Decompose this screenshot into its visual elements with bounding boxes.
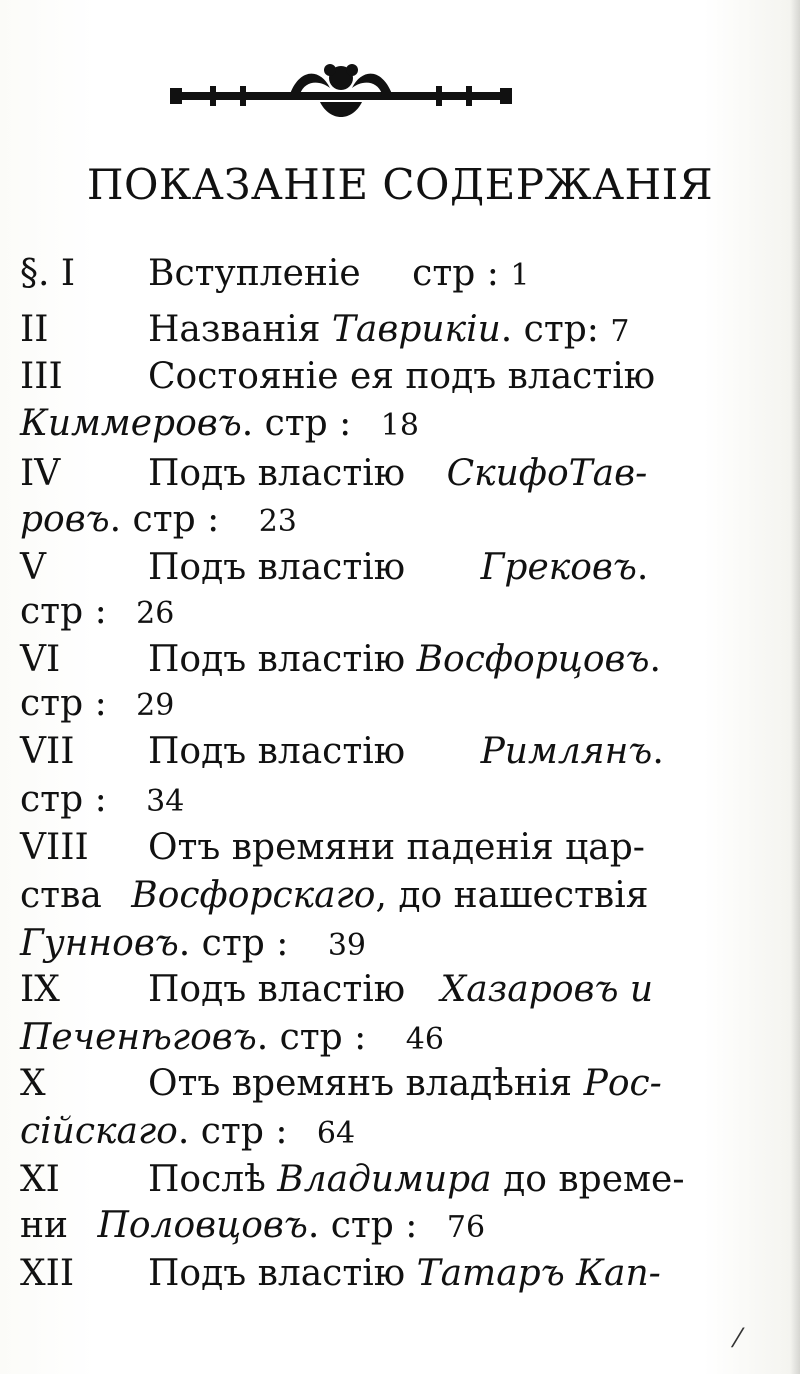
entry-title: Отъ времянъ владѣнія	[148, 1063, 573, 1104]
entry-title: Подъ властію	[148, 547, 406, 588]
entry-title: Вступленіе	[148, 253, 361, 294]
entry-title-italic: Владимира	[277, 1159, 492, 1200]
entry-number: VII	[20, 731, 75, 772]
entry-title: Подъ властію	[148, 731, 406, 772]
page-number: 34	[146, 784, 185, 819]
toc-entry-3-cont	[20, 402, 419, 448]
page-label: стр :	[20, 683, 107, 724]
toc-entry-11	[20, 1158, 684, 1202]
page-number: 64	[316, 1116, 356, 1151]
toc-entry-4-cont	[20, 498, 297, 544]
entry-title: Подъ властію	[148, 1253, 406, 1294]
period: .	[649, 639, 661, 680]
margin-stroke-icon: ⁄	[735, 1324, 740, 1354]
page-label: . стр :	[109, 499, 220, 540]
toc-entry-8-cont	[20, 874, 648, 918]
toc-entry-5	[20, 546, 648, 590]
toc-entry-5-cont	[20, 590, 174, 636]
toc-entry-3	[20, 355, 655, 399]
page-number: 76	[446, 1210, 486, 1245]
period: .	[636, 547, 649, 588]
toc-entry-2	[20, 308, 629, 354]
entry-number: §. I	[20, 253, 76, 294]
entry-title: Послѣ	[148, 1159, 266, 1200]
entry-title-italic: Восфорскаго	[131, 875, 376, 916]
toc-entry-12	[20, 1252, 661, 1296]
page-number: 1	[510, 258, 530, 293]
entry-title-italic: СкифоТав-	[446, 453, 648, 494]
page-label: стр :	[412, 253, 499, 294]
page-title: ПОКАЗАНІЕ СОДЕРЖАНІЯ	[86, 160, 714, 209]
entry-title-italic: Восфорцовъ	[416, 639, 650, 680]
entry-title-italic: ровъ	[20, 499, 110, 540]
entry-title-italic: сійскаго	[20, 1111, 178, 1152]
page-number: 46	[405, 1022, 444, 1057]
page-label: стр :	[20, 779, 107, 820]
toc-entry-9-cont	[20, 1016, 444, 1062]
page-label: стр :	[20, 591, 107, 632]
entry-number: XI	[20, 1159, 60, 1200]
entry-number: II	[20, 309, 49, 350]
entry-title: ни	[20, 1205, 68, 1246]
page-number: 23	[258, 504, 297, 539]
entry-title: Подъ властію	[148, 969, 406, 1010]
page-label: . стр:	[500, 309, 599, 350]
entry-title-italic: Таврикіи	[331, 309, 501, 350]
entry-title-italic: Римлянъ	[480, 731, 653, 772]
toc-entry-1	[20, 252, 529, 298]
period: .	[652, 731, 664, 772]
entry-title: , до нашествія	[375, 875, 649, 916]
entry-title-italic: Киммеровъ	[20, 403, 242, 444]
toc-entry-11-cont	[20, 1204, 485, 1250]
page-number: 29	[136, 688, 175, 723]
entry-number: VIII	[20, 827, 89, 868]
entry-title-italic: Печенѣговъ	[20, 1017, 257, 1058]
entry-number: IX	[20, 969, 60, 1010]
page-label: . стр :	[178, 923, 289, 964]
entry-number: III	[20, 356, 63, 397]
toc-entry-6	[20, 638, 661, 682]
entry-title-italic: Татаръ Кап-	[416, 1253, 661, 1294]
entry-title: Названія	[148, 309, 321, 350]
toc-entry-10	[20, 1062, 662, 1106]
page-number: 39	[327, 928, 366, 963]
entry-number: VI	[20, 639, 61, 680]
ornament-icon	[170, 58, 512, 128]
toc-entry-7	[20, 730, 664, 774]
page-number: 7	[610, 314, 630, 349]
page-label: . стр :	[256, 1017, 367, 1058]
entry-title-italic: Грековъ	[480, 547, 637, 588]
entry-title: Состояніе ея подъ властію	[148, 356, 656, 397]
toc-entry-4	[20, 452, 647, 496]
toc-entry-10-cont	[20, 1110, 355, 1156]
toc-entry-9	[20, 968, 653, 1012]
entry-title-italic: Рос-	[583, 1063, 662, 1104]
entry-title: ства	[20, 875, 102, 916]
page-label: . стр :	[177, 1111, 288, 1152]
entry-title: Отъ времяни паденія цар-	[148, 827, 645, 868]
entry-title: Подъ властію	[148, 453, 406, 494]
entry-title: Подъ властію	[148, 639, 406, 680]
entry-number: IV	[20, 453, 61, 494]
toc-entry-8-cont2	[20, 922, 366, 968]
entry-number: XII	[20, 1253, 75, 1294]
toc-entry-8	[20, 826, 645, 870]
toc-entry-7-cont	[20, 778, 184, 824]
entry-title: до време-	[503, 1159, 685, 1200]
entry-title-italic: Хазаровъ и	[440, 969, 654, 1010]
toc-entry-6-cont	[20, 682, 174, 728]
page-label: . стр :	[241, 403, 352, 444]
entry-title-italic: Гунновъ	[20, 923, 179, 964]
entry-number: X	[20, 1063, 46, 1104]
page-number: 18	[380, 408, 419, 443]
page-label: . стр :	[307, 1205, 418, 1246]
page-number: 26	[136, 596, 175, 631]
entry-title-italic: Половцовъ	[97, 1205, 308, 1246]
entry-number: V	[20, 547, 46, 588]
